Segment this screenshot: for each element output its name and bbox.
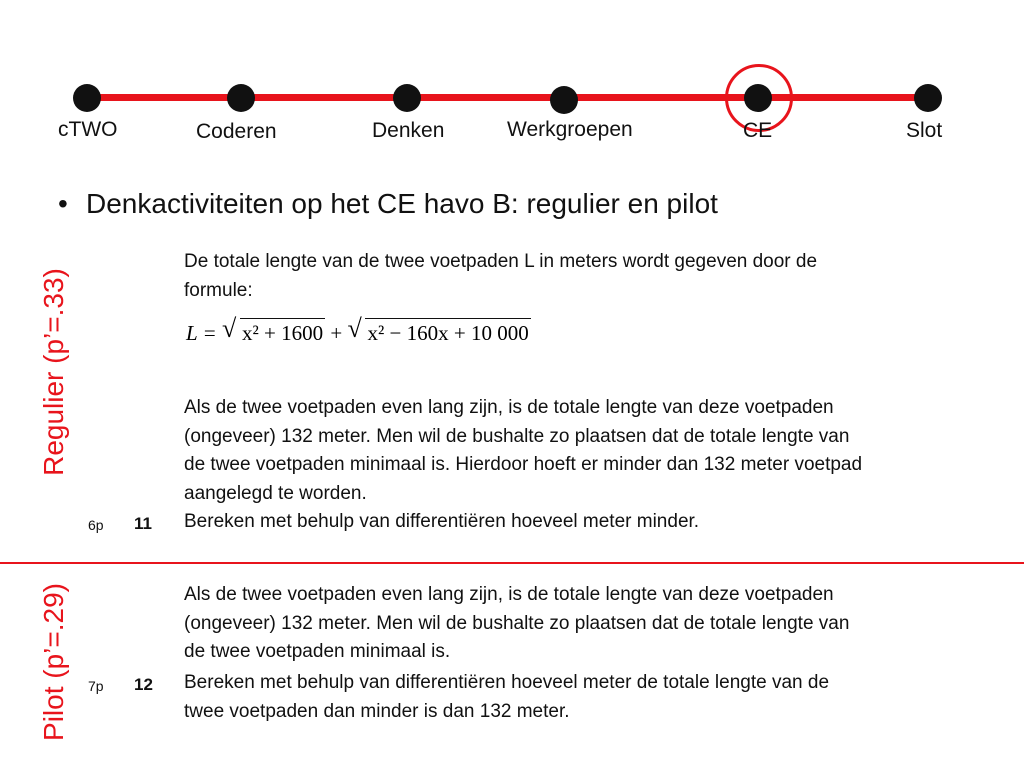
sqrt-term-1: √ x² + 1600 (221, 314, 324, 345)
timeline-dot-coderen (227, 84, 255, 112)
regulier-intro (184, 248, 1004, 305)
section-divider (0, 562, 1024, 564)
progress-timeline (0, 0, 1024, 160)
timeline-label-denken: Denken (372, 119, 445, 142)
formula-lhs: L = (186, 321, 217, 345)
body-line: aangelegd te worden. (184, 482, 367, 504)
pilot-question (184, 669, 1014, 726)
timeline-dot-slot (914, 84, 942, 112)
formula-term-1: x² + 1600 (240, 318, 325, 346)
intro-line: formule: (184, 279, 253, 301)
timeline-dot-denken (393, 84, 421, 112)
timeline-label-werkgroepen: Werkgroepen (507, 118, 633, 141)
body-line: Als de twee voetpaden even lang zijn, is de totale lengte van deze voetpaden (184, 584, 834, 605)
formula-term-2: x² − 160x + 10 000 (365, 318, 530, 346)
pilot-body (184, 581, 1014, 667)
timeline-dot-werkgroepen (550, 86, 578, 114)
length-formula (186, 314, 531, 358)
question-line: twee voetpaden dan minder is dan 132 meter. (184, 700, 570, 722)
timeline-label-slot: Slot (906, 119, 943, 142)
intro-line: De totale lengte van de twee voetpaden L in meters wordt gegeven door de (184, 251, 818, 272)
bullet-point (58, 188, 718, 220)
side-label-pilot: Pilot (p’=.29) (38, 583, 69, 741)
regulier-question: Bereken met behulp van differentiëren hoeveel meter minder. (184, 511, 700, 532)
timeline-dot-ctwo (73, 84, 101, 112)
body-line: (ongeveer) 132 meter. Men wil de bushalte zo plaatsen dat de totale lengte van (184, 612, 850, 634)
regulier-body (184, 394, 1014, 508)
question-line: Bereken met behulp van differentiëren hoeveel meter de totale lengte van de (184, 672, 830, 693)
regulier-question-number: 11 (134, 514, 152, 533)
bullet-dot: • (58, 188, 68, 219)
body-line: de twee voetpaden minimaal is. (184, 641, 451, 662)
sqrt-term-2: √ x² − 160x + 10 000 (347, 314, 529, 345)
timeline-label-coderen: Coderen (196, 120, 277, 143)
timeline-label-ce: CE (743, 119, 773, 142)
bullet-text: Denkactiviteiten op het CE havo B: regulier en pilot (86, 188, 718, 219)
regulier-points: 6p (88, 517, 104, 533)
timeline-line (87, 94, 929, 101)
formula-plus: + (330, 321, 343, 345)
pilot-points: 7p (88, 678, 104, 694)
pilot-question-number: 12 (134, 675, 153, 694)
side-label-regulier: Regulier (p’=.33) (38, 268, 69, 476)
body-line: Als de twee voetpaden even lang zijn, is de totale lengte van deze voetpaden (184, 397, 834, 418)
body-line: de twee voetpaden minimaal is. Hierdoor hoeft er minder dan 132 meter voetpad (184, 454, 863, 475)
body-line: (ongeveer) 132 meter. Men wil de bushalte zo plaatsen dat de totale lengte van (184, 425, 850, 447)
timeline-label-ctwo: cTWO (58, 118, 118, 141)
